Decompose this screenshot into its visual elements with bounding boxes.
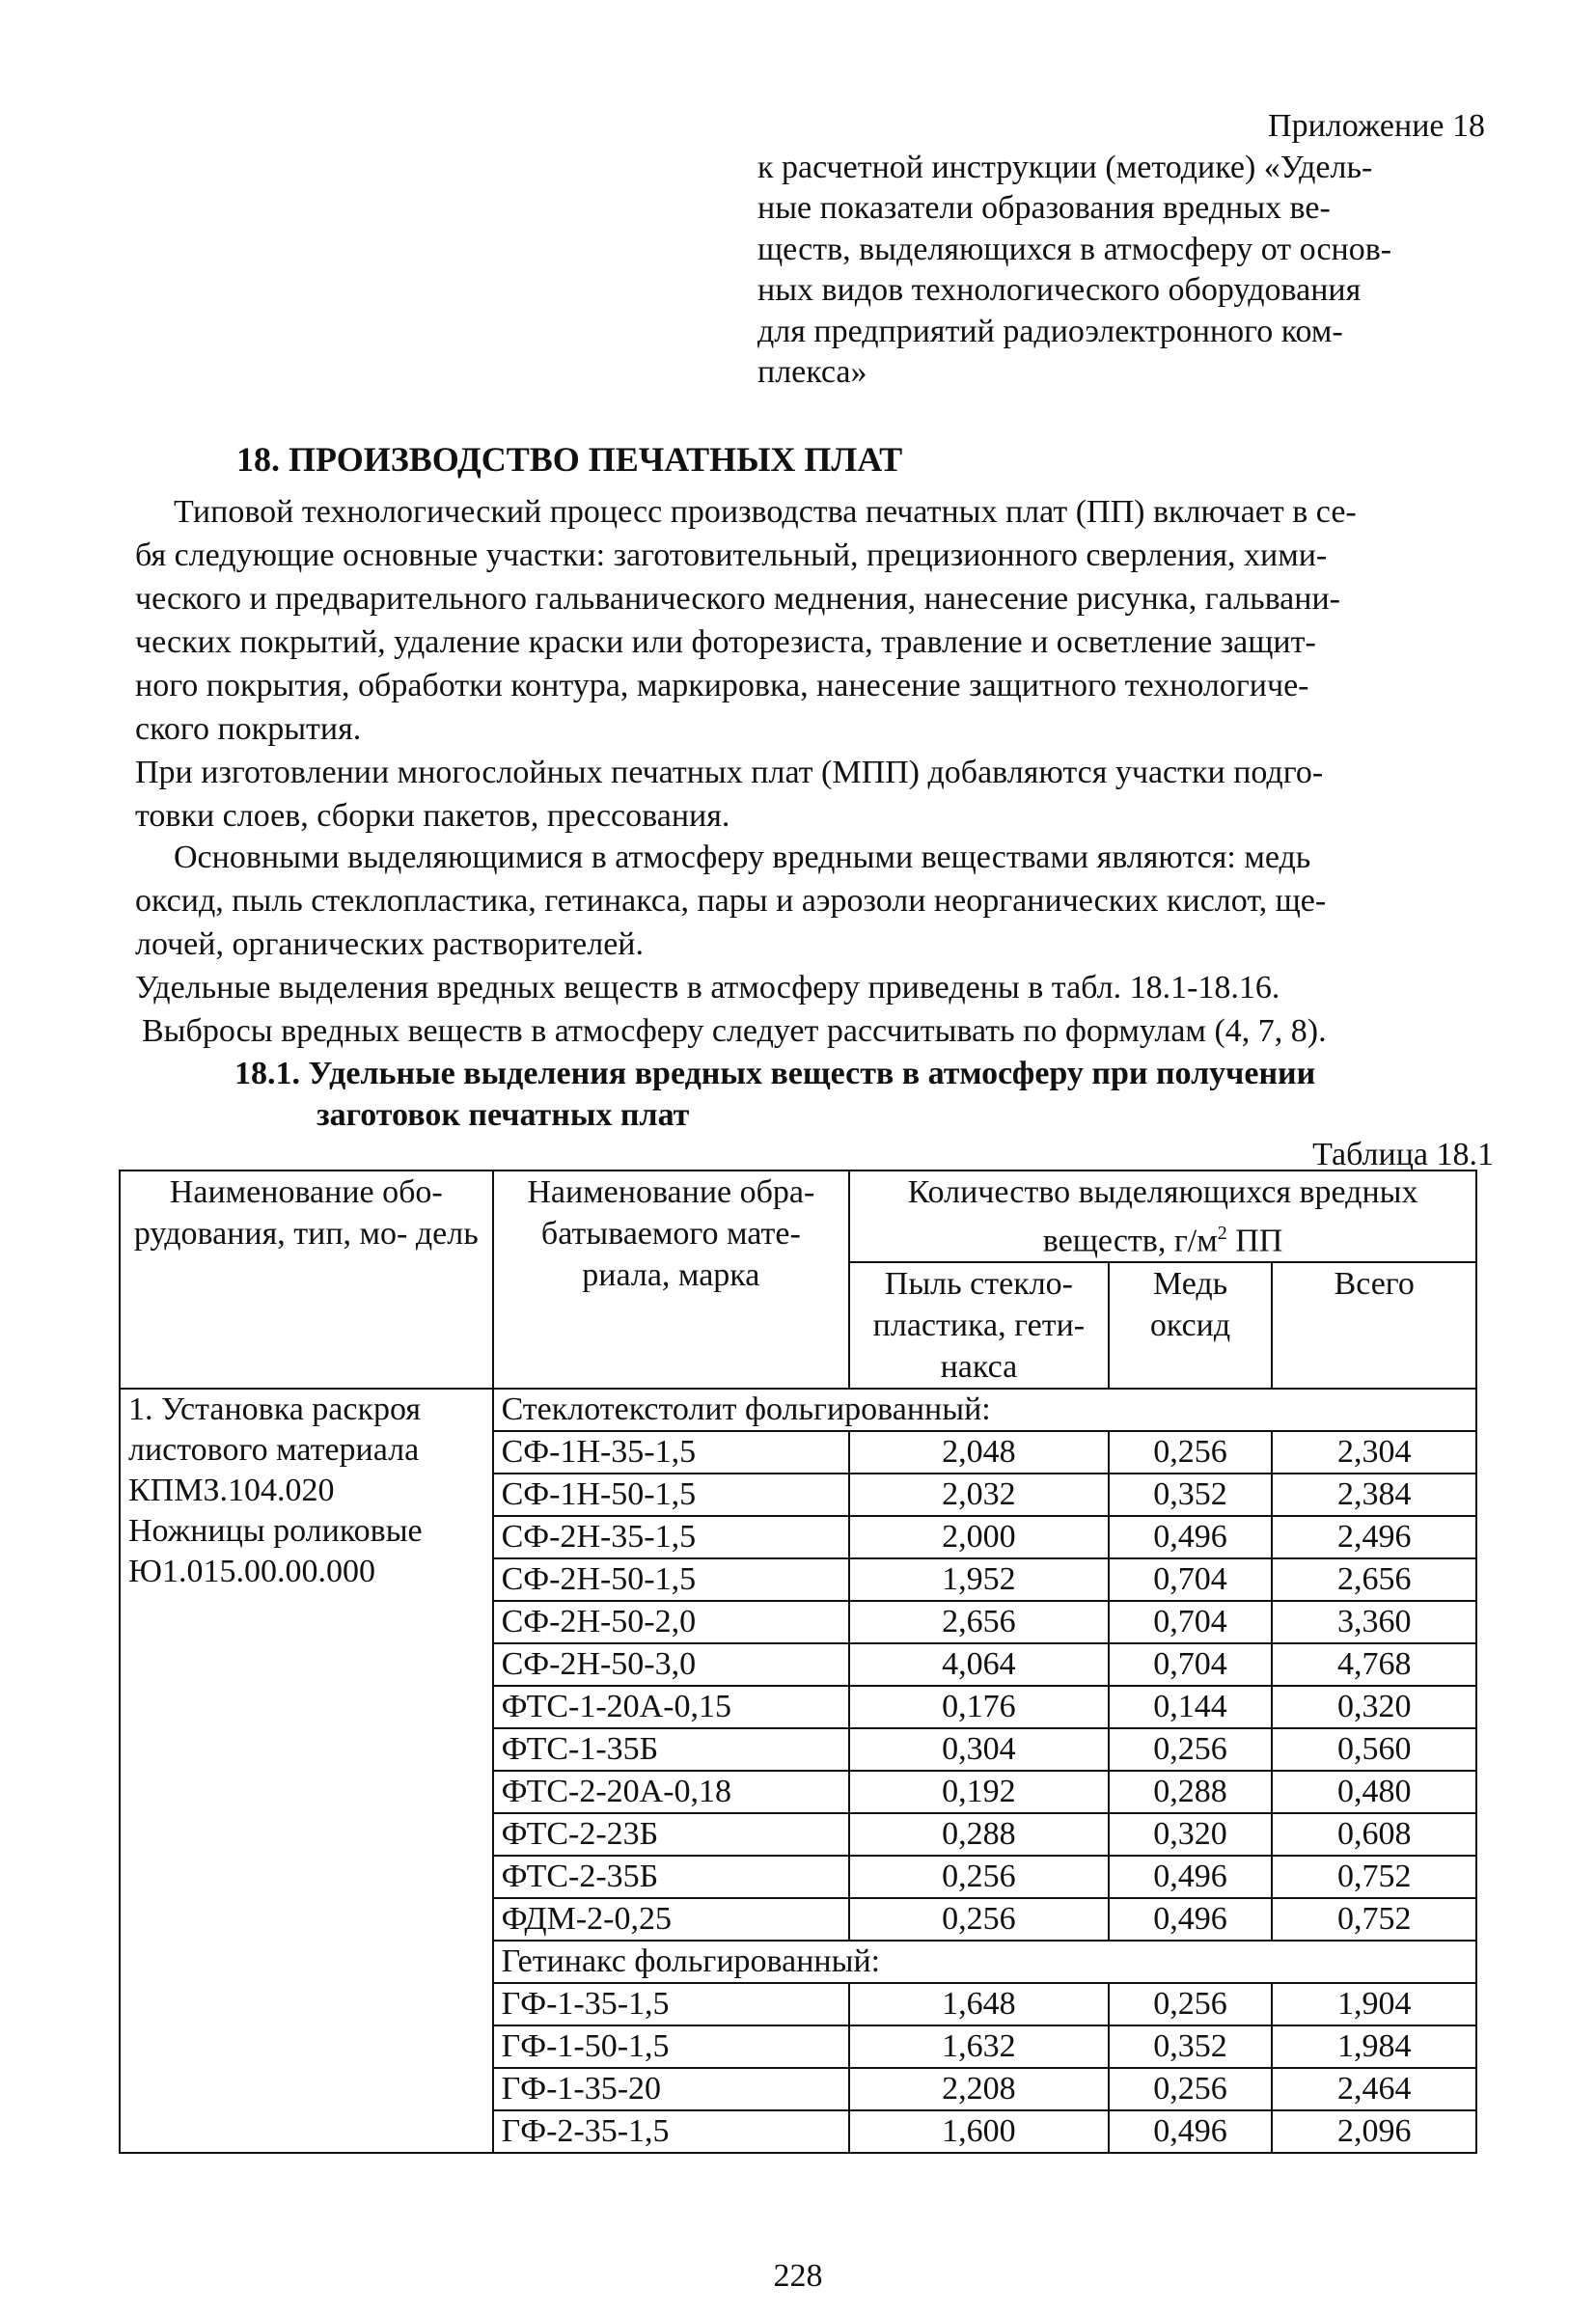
- copper-cell: 0,320: [1109, 1813, 1273, 1856]
- header-material: Наименование обра- батываемого мате- риала, марка: [493, 1171, 850, 1389]
- appendix-line: для предприятий радиоэлектронного ком-: [757, 313, 1343, 349]
- body-line: ного покрытия, обработки контура, маркировка, нанесение защитного технологиче-: [135, 668, 1309, 703]
- total-cell: 0,560: [1272, 1728, 1476, 1771]
- header-dust: Пыль стекло- пластика, гети- накса: [849, 1262, 1109, 1389]
- dust-cell: 0,304: [849, 1728, 1109, 1771]
- dust-cell: 4,064: [849, 1643, 1109, 1686]
- total-cell: 2,656: [1272, 1558, 1476, 1601]
- total-cell: 2,096: [1272, 2110, 1476, 2153]
- material-cell: ФДМ-2-0,25: [493, 1898, 850, 1941]
- copper-cell: 0,352: [1109, 1474, 1273, 1516]
- copper-cell: 0,704: [1109, 1558, 1273, 1601]
- material-cell: ФТС-2-35Б: [493, 1856, 850, 1898]
- material-cell: ФТС-1-35Б: [493, 1728, 850, 1771]
- dust-cell: 2,048: [849, 1431, 1109, 1474]
- copper-cell: 0,288: [1109, 1771, 1273, 1813]
- group-label: Гетинакс фольгированный:: [493, 1941, 1476, 1983]
- material-cell: ГФ-1-50-1,5: [493, 2025, 850, 2068]
- header-quantity-sup: 2: [1217, 1223, 1227, 1244]
- copper-cell: 0,144: [1109, 1686, 1273, 1728]
- copper-cell: 0,496: [1109, 1516, 1273, 1558]
- total-cell: 0,752: [1272, 1898, 1476, 1941]
- copper-cell: 0,496: [1109, 2110, 1273, 2153]
- equipment-line: 1. Установка раскроя: [128, 1391, 421, 1428]
- table-header-row: [120, 1171, 1476, 1262]
- copper-cell: 0,256: [1109, 2068, 1273, 2110]
- table-body: [120, 1389, 1476, 2153]
- copper-cell: 0,256: [1109, 1431, 1273, 1474]
- dust-cell: 0,288: [849, 1813, 1109, 1856]
- appendix-line: ные показатели образования вредных ве-: [757, 190, 1331, 226]
- material-cell: ГФ-2-35-1,5: [493, 2110, 850, 2153]
- dust-cell: 0,192: [849, 1771, 1109, 1813]
- equipment-line: КПМЗ.104.020: [128, 1473, 335, 1509]
- total-cell: 2,496: [1272, 1516, 1476, 1558]
- dust-cell: 0,176: [849, 1686, 1109, 1728]
- total-cell: 3,360: [1272, 1601, 1476, 1643]
- table-group-row: [120, 1389, 1476, 1431]
- dust-cell: 0,256: [849, 1898, 1109, 1941]
- material-cell: СФ-2Н-50-1,5: [493, 1558, 850, 1601]
- equipment-line: Ю1.015.00.00.000: [128, 1554, 375, 1590]
- body-line: бя следующие основные участки: заготовительный, прецизионного сверления, хими-: [135, 537, 1328, 573]
- material-cell: СФ-2Н-50-2,0: [493, 1601, 850, 1643]
- material-cell: ФТС-1-20А-0,15: [493, 1686, 850, 1728]
- header-total: Всего: [1272, 1262, 1476, 1389]
- body-line: ческих покрытий, удаление краски или фоторезиста, травление и осветление защит-: [135, 624, 1316, 660]
- total-cell: 2,464: [1272, 2068, 1476, 2110]
- equipment-line: Ножницы роликовые: [128, 1513, 423, 1550]
- copper-cell: 0,256: [1109, 1728, 1273, 1771]
- dust-cell: 1,600: [849, 2110, 1109, 2153]
- section-title: 18. ПРОИЗВОДСТВО ПЕЧАТНЫХ ПЛАТ: [236, 440, 903, 479]
- body-line: ского покрытия.: [135, 711, 362, 747]
- header-quantity-tail: ПП: [1226, 1223, 1283, 1259]
- equipment-cell: [120, 1389, 493, 2153]
- body-line: Основными выделяющимися в атмосферу вредными веществами являются: медь: [174, 840, 1311, 875]
- total-cell: 1,984: [1272, 2025, 1476, 2068]
- material-cell: ГФ-1-35-1,5: [493, 1983, 850, 2025]
- page-number: 228: [773, 2258, 823, 2294]
- copper-cell: 0,496: [1109, 1898, 1273, 1941]
- body-line: Типовой технологический процесс производства печатных плат (ПП) включает в се-: [174, 494, 1357, 530]
- dust-cell: 1,952: [849, 1558, 1109, 1601]
- dust-cell: 1,648: [849, 1983, 1109, 2025]
- body-line: Выбросы вредных веществ в атмосферу следует рассчитывать по формулам (4, 7, 8).: [142, 1013, 1327, 1049]
- dust-cell: 0,256: [849, 1856, 1109, 1898]
- subsection-line: заготовок печатных плат: [316, 1097, 690, 1133]
- subsection-line: 18.1. Удельные выделения вредных веществ в атмосферу при получении: [234, 1056, 1316, 1091]
- total-cell: 1,904: [1272, 1983, 1476, 2025]
- copper-cell: 0,256: [1109, 1983, 1273, 2025]
- total-cell: 4,768: [1272, 1643, 1476, 1686]
- material-cell: СФ-2Н-50-3,0: [493, 1643, 850, 1686]
- material-cell: ФТС-2-20А-0,18: [493, 1771, 850, 1813]
- total-cell: 0,608: [1272, 1813, 1476, 1856]
- material-cell: СФ-2Н-35-1,5: [493, 1516, 850, 1558]
- copper-cell: 0,704: [1109, 1601, 1273, 1643]
- dust-cell: 2,032: [849, 1474, 1109, 1516]
- total-cell: 0,480: [1272, 1771, 1476, 1813]
- header-quantity-text: Количество выделяющихся вредных веществ, г/м: [907, 1174, 1418, 1259]
- appendix-label: Приложение 18: [1268, 108, 1485, 144]
- dust-cell: 2,000: [849, 1516, 1109, 1558]
- total-cell: 2,304: [1272, 1431, 1476, 1474]
- body-line: Удельные выделения вредных веществ в атмосферу приведены в табл. 18.1-18.16.: [135, 970, 1280, 1005]
- body-line: лочей, органических растворителей.: [135, 926, 644, 962]
- group-label: Стеклотекстолит фольгированный:: [493, 1389, 1476, 1431]
- appendix-note: [757, 106, 1491, 394]
- body-line: При изготовлении многослойных печатных плат (МПП) добавляются участки подго-: [135, 755, 1324, 790]
- dust-cell: 2,208: [849, 2068, 1109, 2110]
- body-line: ческого и предварительного гальванического меднения, нанесение рисунка, гальвани-: [135, 581, 1340, 617]
- material-cell: СФ-1Н-35-1,5: [493, 1431, 850, 1474]
- appendix-line: плекса»: [757, 354, 867, 390]
- appendix-line: ных видов технологического оборудования: [757, 272, 1362, 308]
- body-line: оксид, пыль стеклопластика, гетинакса, пары и аэрозоли неорганических кислот, ще-: [135, 883, 1327, 919]
- body-line: товки слоев, сборки пакетов, прессования.: [135, 798, 730, 834]
- material-cell: СФ-1Н-50-1,5: [493, 1474, 850, 1516]
- copper-cell: 0,496: [1109, 1856, 1273, 1898]
- material-cell: ГФ-1-35-20: [493, 2068, 850, 2110]
- equipment-line: листового материала: [128, 1432, 420, 1469]
- total-cell: 2,384: [1272, 1474, 1476, 1516]
- copper-cell: 0,352: [1109, 2025, 1273, 2068]
- copper-cell: 0,704: [1109, 1643, 1273, 1686]
- emissions-table: [119, 1170, 1477, 2154]
- header-copper: Медь оксид: [1109, 1262, 1273, 1389]
- header-equipment: Наименование обо- рудования, тип, мо- дель: [120, 1171, 493, 1389]
- total-cell: 0,320: [1272, 1686, 1476, 1728]
- appendix-line: ществ, выделяющихся в атмосферу от основ-: [757, 231, 1392, 267]
- dust-cell: 2,656: [849, 1601, 1109, 1643]
- dust-cell: 1,632: [849, 2025, 1109, 2068]
- material-cell: ФТС-2-23Б: [493, 1813, 850, 1856]
- table-label: Таблица 18.1: [1312, 1137, 1494, 1172]
- appendix-line: к расчетной инструкции (методике) «Удель-: [757, 149, 1373, 185]
- total-cell: 0,752: [1272, 1856, 1476, 1898]
- header-quantity: [849, 1171, 1476, 1262]
